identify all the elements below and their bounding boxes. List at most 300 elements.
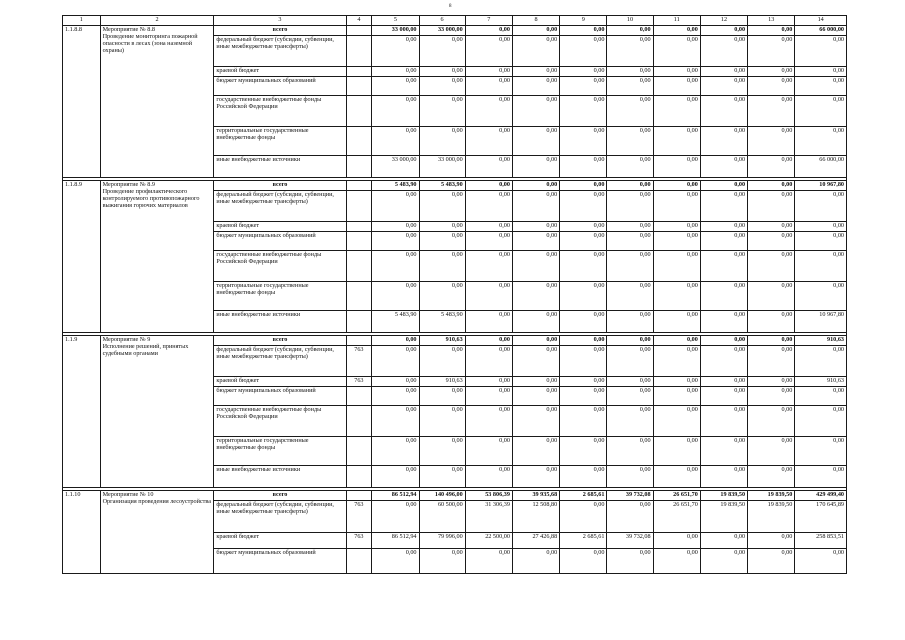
amount-cell: 0,00: [372, 377, 419, 387]
header-cell: 3: [214, 16, 346, 26]
budget-code: 763: [346, 501, 372, 533]
amount-cell: 0,00: [419, 251, 465, 282]
header-cell: 10: [607, 16, 653, 26]
amount-cell: 0,00: [748, 232, 795, 251]
budget-code: [346, 406, 372, 437]
amount-cell: 0,00: [748, 533, 795, 549]
amount-cell: 0,00: [607, 282, 653, 311]
amount-cell: 5 483,90: [372, 181, 419, 191]
amount-cell: 0,00: [748, 191, 795, 222]
amount-cell: 0,00: [700, 127, 747, 156]
amount-cell: 0,00: [795, 282, 847, 311]
amount-cell: 0,00: [512, 387, 559, 406]
amount-cell: 0,00: [372, 406, 419, 437]
amount-cell: 0,00: [700, 251, 747, 282]
amount-cell: 0,00: [512, 222, 559, 232]
budget-code: [346, 437, 372, 466]
amount-cell: 0,00: [465, 466, 512, 488]
budget-code: [346, 67, 372, 77]
amount-cell: 0,00: [748, 222, 795, 232]
funding-source: государственные внебюджетные фонды Российской Федерации: [214, 406, 346, 437]
amount-cell: 0,00: [700, 67, 747, 77]
amount-cell: 0,00: [700, 311, 747, 333]
amount-cell: 0,00: [700, 191, 747, 222]
amount-cell: 0,00: [465, 36, 512, 67]
amount-cell: 0,00: [653, 549, 700, 574]
amount-cell: 0,00: [607, 501, 653, 533]
funding-source: иные внебюджетные источники: [214, 311, 346, 333]
budget-code: [346, 491, 372, 501]
amount-cell: 26 651,70: [653, 491, 700, 501]
amount-cell: 0,00: [653, 127, 700, 156]
amount-cell: 0,00: [653, 67, 700, 77]
funding-source: всего: [214, 336, 346, 346]
activity-text: Организация проведения лесоустройства: [102, 498, 211, 506]
amount-cell: 910,63: [795, 377, 847, 387]
amount-cell: 0,00: [465, 406, 512, 437]
amount-cell: 0,00: [465, 181, 512, 191]
amount-cell: 0,00: [653, 377, 700, 387]
amount-cell: 0,00: [512, 191, 559, 222]
amount-cell: 0,00: [372, 96, 419, 127]
activity-text: Исполнение решений, принятых судебными органами: [102, 343, 189, 358]
activity-title: Мероприятие № 8.8: [102, 26, 155, 33]
amount-cell: 0,00: [653, 282, 700, 311]
funding-source: территориальные государственные внебюджетные фонды: [214, 437, 346, 466]
amount-cell: 0,00: [465, 336, 512, 346]
amount-cell: 0,00: [795, 232, 847, 251]
amount-cell: 0,00: [795, 77, 847, 96]
amount-cell: 66 000,00: [795, 26, 847, 36]
amount-cell: 0,00: [465, 191, 512, 222]
amount-cell: 0,00: [560, 377, 607, 387]
amount-cell: 0,00: [465, 437, 512, 466]
amount-cell: 0,00: [372, 387, 419, 406]
amount-cell: 0,00: [607, 222, 653, 232]
amount-cell: 0,00: [465, 311, 512, 333]
amount-cell: 0,00: [372, 346, 419, 377]
amount-cell: 0,00: [653, 222, 700, 232]
amount-cell: 0,00: [419, 406, 465, 437]
amount-cell: 0,00: [653, 387, 700, 406]
amount-cell: 0,00: [372, 437, 419, 466]
amount-cell: 0,00: [512, 232, 559, 251]
budget-code: [346, 191, 372, 222]
amount-cell: 0,00: [795, 251, 847, 282]
amount-cell: 86 512,94: [372, 533, 419, 549]
amount-cell: 27 426,88: [512, 533, 559, 549]
amount-cell: 0,00: [795, 96, 847, 127]
amount-cell: 0,00: [560, 96, 607, 127]
amount-cell: 2 685,61: [560, 533, 607, 549]
amount-cell: 0,00: [607, 36, 653, 67]
amount-cell: 79 996,00: [419, 533, 465, 549]
amount-cell: 0,00: [512, 311, 559, 333]
amount-cell: 0,00: [748, 251, 795, 282]
amount-cell: 0,00: [700, 232, 747, 251]
amount-cell: 0,00: [560, 156, 607, 178]
amount-cell: 0,00: [560, 67, 607, 77]
amount-cell: 0,00: [607, 232, 653, 251]
amount-cell: 0,00: [607, 127, 653, 156]
amount-cell: 0,00: [700, 377, 747, 387]
amount-cell: 31 306,39: [465, 501, 512, 533]
amount-cell: 0,00: [700, 549, 747, 574]
header-cell: 2: [100, 16, 214, 26]
amount-cell: 0,00: [748, 387, 795, 406]
amount-cell: 0,00: [419, 466, 465, 488]
amount-cell: 2 685,61: [560, 491, 607, 501]
amount-cell: 0,00: [419, 36, 465, 67]
funding-source: федеральный бюджет (субсидии, субвенции, иные межбюджетные трансферты): [214, 501, 346, 533]
amount-cell: 0,00: [560, 501, 607, 533]
header-cell: 4: [346, 16, 372, 26]
amount-cell: 0,00: [748, 36, 795, 67]
amount-cell: 0,00: [653, 533, 700, 549]
amount-cell: 0,00: [512, 466, 559, 488]
amount-cell: 0,00: [560, 26, 607, 36]
amount-cell: 0,00: [748, 156, 795, 178]
amount-cell: 0,00: [700, 36, 747, 67]
amount-cell: 0,00: [607, 336, 653, 346]
amount-cell: 0,00: [607, 466, 653, 488]
budget-code: [346, 549, 372, 574]
budget-code: [346, 336, 372, 346]
funding-source: всего: [214, 491, 346, 501]
amount-cell: 0,00: [465, 387, 512, 406]
amount-cell: 0,00: [607, 437, 653, 466]
activity-description: [100, 336, 214, 488]
amount-cell: 0,00: [512, 181, 559, 191]
amount-cell: 0,00: [607, 251, 653, 282]
amount-cell: 0,00: [653, 77, 700, 96]
amount-cell: 0,00: [419, 437, 465, 466]
header-cell: 12: [700, 16, 747, 26]
amount-cell: 0,00: [560, 311, 607, 333]
amount-cell: 0,00: [419, 77, 465, 96]
amount-cell: 0,00: [653, 156, 700, 178]
amount-cell: 0,00: [748, 406, 795, 437]
amount-cell: 0,00: [748, 181, 795, 191]
amount-cell: 0,00: [560, 181, 607, 191]
amount-cell: 0,00: [748, 77, 795, 96]
amount-cell: 0,00: [607, 77, 653, 96]
amount-cell: 5 483,90: [419, 311, 465, 333]
amount-cell: 0,00: [748, 377, 795, 387]
amount-cell: 0,00: [419, 346, 465, 377]
amount-cell: 10 967,80: [795, 311, 847, 333]
amount-cell: 140 496,00: [419, 491, 465, 501]
amount-cell: 0,00: [372, 222, 419, 232]
amount-cell: 0,00: [512, 437, 559, 466]
amount-cell: 0,00: [795, 387, 847, 406]
amount-cell: 0,00: [748, 96, 795, 127]
amount-cell: 0,00: [560, 282, 607, 311]
funding-source: государственные внебюджетные фонды Российской Федерации: [214, 96, 346, 127]
amount-cell: 0,00: [465, 127, 512, 156]
amount-cell: 0,00: [560, 437, 607, 466]
amount-cell: 0,00: [419, 96, 465, 127]
amount-cell: 0,00: [419, 191, 465, 222]
activity-description: [100, 181, 214, 333]
amount-cell: 0,00: [419, 387, 465, 406]
amount-cell: 22 500,00: [465, 533, 512, 549]
budget-code: [346, 232, 372, 251]
funding-source: федеральный бюджет (субсидии, субвенции, иные межбюджетные трансферты): [214, 346, 346, 377]
amount-cell: 0,00: [372, 282, 419, 311]
funding-source: государственные внебюджетные фонды Российской Федерации: [214, 251, 346, 282]
amount-cell: 0,00: [465, 346, 512, 377]
amount-cell: 0,00: [607, 387, 653, 406]
amount-cell: 39 732,08: [607, 491, 653, 501]
amount-cell: 0,00: [372, 127, 419, 156]
amount-cell: 0,00: [748, 437, 795, 466]
amount-cell: 0,00: [465, 26, 512, 36]
amount-cell: 0,00: [653, 311, 700, 333]
amount-cell: 0,00: [419, 127, 465, 156]
amount-cell: 0,00: [512, 346, 559, 377]
header-cell: 9: [560, 16, 607, 26]
amount-cell: 0,00: [512, 406, 559, 437]
amount-cell: 0,00: [653, 26, 700, 36]
amount-cell: 0,00: [653, 181, 700, 191]
amount-cell: 0,00: [512, 77, 559, 96]
header-cell: 1: [63, 16, 101, 26]
amount-cell: 258 853,51: [795, 533, 847, 549]
amount-cell: 0,00: [465, 77, 512, 96]
activity-number: 1.1.8.9: [63, 181, 101, 333]
amount-cell: 0,00: [653, 466, 700, 488]
amount-cell: 0,00: [372, 501, 419, 533]
funding-source: бюджет муниципальных образований: [214, 77, 346, 96]
amount-cell: 0,00: [607, 181, 653, 191]
funding-source: всего: [214, 181, 346, 191]
amount-cell: 0,00: [465, 282, 512, 311]
header-cell: 14: [795, 16, 847, 26]
amount-cell: 0,00: [653, 336, 700, 346]
amount-cell: 0,00: [700, 466, 747, 488]
funding-source: федеральный бюджет (субсидии, субвенции, иные межбюджетные трансферты): [214, 36, 346, 67]
amount-cell: 12 508,80: [512, 501, 559, 533]
amount-cell: 33 000,00: [372, 156, 419, 178]
amount-cell: 66 000,00: [795, 156, 847, 178]
amount-cell: 0,00: [795, 406, 847, 437]
funding-source: краевой бюджет: [214, 377, 346, 387]
amount-cell: 19 839,50: [748, 501, 795, 533]
amount-cell: 0,00: [653, 437, 700, 466]
amount-cell: 0,00: [795, 67, 847, 77]
amount-cell: 0,00: [607, 549, 653, 574]
amount-cell: 0,00: [607, 191, 653, 222]
funding-source: бюджет муниципальных образований: [214, 387, 346, 406]
amount-cell: 0,00: [372, 232, 419, 251]
amount-cell: 0,00: [465, 549, 512, 574]
amount-cell: 0,00: [512, 282, 559, 311]
budget-code: [346, 282, 372, 311]
amount-cell: 0,00: [419, 282, 465, 311]
amount-cell: 0,00: [653, 251, 700, 282]
amount-cell: 0,00: [700, 282, 747, 311]
amount-cell: 0,00: [607, 311, 653, 333]
amount-cell: 0,00: [700, 336, 747, 346]
amount-cell: 0,00: [465, 232, 512, 251]
amount-cell: 0,00: [700, 181, 747, 191]
amount-cell: 0,00: [748, 26, 795, 36]
amount-cell: 0,00: [512, 549, 559, 574]
amount-cell: 0,00: [700, 156, 747, 178]
amount-cell: 0,00: [795, 127, 847, 156]
amount-cell: 0,00: [512, 96, 559, 127]
amount-cell: 0,00: [748, 346, 795, 377]
activity-description: [100, 491, 214, 574]
block-total-row: [63, 26, 847, 36]
header-cell: 13: [748, 16, 795, 26]
amount-cell: 0,00: [607, 406, 653, 437]
amount-cell: 910,63: [419, 336, 465, 346]
amount-cell: 0,00: [653, 191, 700, 222]
budget-code: [346, 127, 372, 156]
block-total-row: [63, 336, 847, 346]
header-cell: 5: [372, 16, 419, 26]
amount-cell: 0,00: [748, 127, 795, 156]
amount-cell: 0,00: [560, 222, 607, 232]
budget-code: 763: [346, 533, 372, 549]
amount-cell: 0,00: [512, 67, 559, 77]
amount-cell: 0,00: [372, 36, 419, 67]
budget-code: [346, 311, 372, 333]
block-total-row: [63, 491, 847, 501]
activity-title: Мероприятие № 8.9: [102, 181, 155, 188]
funding-source: бюджет муниципальных образований: [214, 549, 346, 574]
amount-cell: 0,00: [653, 406, 700, 437]
funding-source: территориальные государственные внебюджетные фонды: [214, 282, 346, 311]
amount-cell: 19 839,50: [700, 501, 747, 533]
amount-cell: 0,00: [560, 346, 607, 377]
amount-cell: 0,00: [512, 26, 559, 36]
amount-cell: 0,00: [560, 336, 607, 346]
amount-cell: 0,00: [512, 36, 559, 67]
header-cell: 8: [512, 16, 559, 26]
budget-code: [346, 26, 372, 36]
activity-text: Проведение профилактического контролируемого противопожарного выжигания горючих материалов: [102, 188, 200, 210]
activity-number: 1.1.8.8: [63, 26, 101, 178]
amount-cell: 60 500,00: [419, 501, 465, 533]
amount-cell: 0,00: [607, 377, 653, 387]
amount-cell: 0,00: [700, 406, 747, 437]
amount-cell: 0,00: [795, 346, 847, 377]
amount-cell: 0,00: [465, 377, 512, 387]
block-total-row: [63, 181, 847, 191]
activity-title: Мероприятие № 9: [102, 336, 151, 343]
header-cell: 7: [465, 16, 512, 26]
amount-cell: 0,00: [512, 336, 559, 346]
amount-cell: 0,00: [748, 67, 795, 77]
amount-cell: 0,00: [795, 222, 847, 232]
amount-cell: 0,00: [795, 549, 847, 574]
amount-cell: 0,00: [795, 466, 847, 488]
funding-source: иные внебюджетные источники: [214, 466, 346, 488]
budget-table: [62, 15, 847, 574]
amount-cell: 0,00: [700, 346, 747, 377]
amount-cell: 0,00: [372, 77, 419, 96]
amount-cell: 0,00: [607, 156, 653, 178]
amount-cell: 10 967,80: [795, 181, 847, 191]
amount-cell: 86 512,94: [372, 491, 419, 501]
amount-cell: 0,00: [700, 96, 747, 127]
amount-cell: 0,00: [795, 191, 847, 222]
amount-cell: 0,00: [795, 36, 847, 67]
amount-cell: 0,00: [419, 222, 465, 232]
funding-source: краевой бюджет: [214, 222, 346, 232]
amount-cell: 0,00: [560, 36, 607, 67]
amount-cell: 0,00: [372, 67, 419, 77]
budget-code: [346, 387, 372, 406]
page-number: 8: [449, 4, 452, 9]
amount-cell: 0,00: [512, 377, 559, 387]
activity-number: 1.1.10: [63, 491, 101, 574]
amount-cell: 0,00: [465, 251, 512, 282]
amount-cell: 0,00: [560, 549, 607, 574]
funding-source: краевой бюджет: [214, 67, 346, 77]
amount-cell: 5 483,90: [419, 181, 465, 191]
amount-cell: 0,00: [653, 36, 700, 67]
funding-source: иные внебюджетные источники: [214, 156, 346, 178]
amount-cell: 0,00: [560, 387, 607, 406]
amount-cell: 429 499,40: [795, 491, 847, 501]
amount-cell: 0,00: [700, 222, 747, 232]
amount-cell: 53 806,39: [465, 491, 512, 501]
amount-cell: 19 839,50: [700, 491, 747, 501]
amount-cell: 0,00: [372, 336, 419, 346]
amount-cell: 0,00: [419, 549, 465, 574]
amount-cell: 0,00: [607, 346, 653, 377]
activity-title: Мероприятие № 10: [102, 491, 154, 498]
funding-source: федеральный бюджет (субсидии, субвенции, иные межбюджетные трансферты): [214, 191, 346, 222]
amount-cell: 0,00: [607, 26, 653, 36]
amount-cell: 19 839,50: [748, 491, 795, 501]
amount-cell: 0,00: [653, 232, 700, 251]
funding-source: территориальные государственные внебюджетные фонды: [214, 127, 346, 156]
amount-cell: 0,00: [607, 67, 653, 77]
activity-text: Проведение мониторинга пожарной опасности в лесах (зона наземной охраны): [102, 33, 198, 55]
header-cell: 6: [419, 16, 465, 26]
amount-cell: 0,00: [465, 96, 512, 127]
amount-cell: 33 000,00: [372, 26, 419, 36]
amount-cell: 0,00: [795, 437, 847, 466]
budget-code: [346, 466, 372, 488]
amount-cell: 0,00: [748, 466, 795, 488]
amount-cell: 0,00: [560, 466, 607, 488]
amount-cell: 0,00: [700, 77, 747, 96]
amount-cell: 0,00: [372, 549, 419, 574]
amount-cell: 33 000,00: [419, 156, 465, 178]
amount-cell: 0,00: [560, 251, 607, 282]
amount-cell: 0,00: [560, 127, 607, 156]
funding-source: краевой бюджет: [214, 533, 346, 549]
budget-code: [346, 156, 372, 178]
amount-cell: 0,00: [512, 127, 559, 156]
budget-code: [346, 96, 372, 127]
budget-code: [346, 77, 372, 96]
amount-cell: 0,00: [560, 77, 607, 96]
amount-cell: 0,00: [512, 156, 559, 178]
amount-cell: 39 935,68: [512, 491, 559, 501]
amount-cell: 0,00: [653, 346, 700, 377]
amount-cell: 910,63: [419, 377, 465, 387]
amount-cell: 0,00: [700, 387, 747, 406]
budget-code: [346, 181, 372, 191]
amount-cell: 0,00: [748, 282, 795, 311]
